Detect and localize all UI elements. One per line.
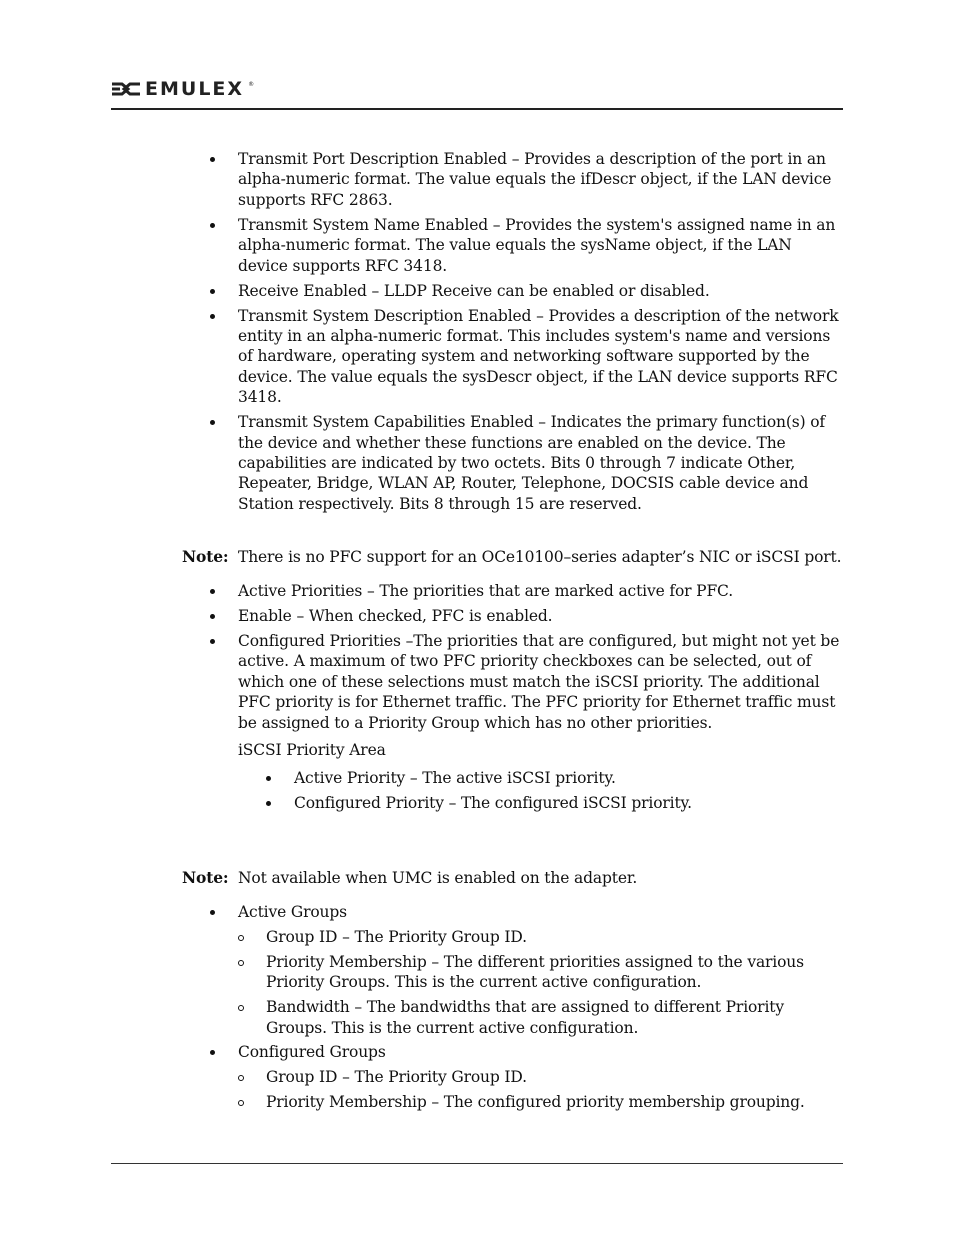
list-item: Priority Membership – The different priorities assigned to the various Priority Groups. This is the current active configuration.: [238, 952, 842, 993]
list-item: Priority Membership – The configured priority membership grouping.: [238, 1092, 842, 1112]
list-item: Active Priority – The active iSCSI priority.: [266, 768, 842, 788]
bullet-icon: [266, 801, 271, 806]
emulex-logo-icon: [111, 81, 141, 97]
trademark-symbol: ®: [248, 81, 255, 88]
bullet-icon: [210, 420, 215, 425]
circle-bullet-icon: [238, 935, 244, 941]
footer-rule: [111, 1163, 843, 1164]
bullet-icon: [210, 1050, 215, 1055]
header-rule: [111, 108, 843, 110]
circle-bullet-icon: [238, 1100, 244, 1106]
bullet-icon: [210, 639, 215, 644]
bullet-icon: [210, 223, 215, 228]
bullet-icon: [210, 157, 215, 162]
circle-bullet-icon: [238, 1005, 244, 1011]
list-item: Group ID – The Priority Group ID.: [238, 927, 842, 947]
bullet-icon: [210, 614, 215, 619]
note-pfc: [182, 547, 842, 567]
note-umc: [182, 868, 842, 888]
configured-groups-list: [210, 1042, 842, 1067]
list-item: Configured Priority – The configured iSCSI priority.: [266, 793, 842, 813]
list-item: Transmit System Name Enabled – Provides the system's assigned name in an alpha-numeric format. The value equals the sysName object, if the LAN device supports RFC 3418.: [210, 215, 842, 276]
circle-bullet-icon: [238, 960, 244, 966]
note-label: Note:: [182, 547, 229, 566]
bullet-icon: [210, 314, 215, 319]
iscsi-priority-list: [266, 768, 842, 818]
bullet-icon: [210, 289, 215, 294]
list-item: Transmit System Capabilities Enabled – Indicates the primary function(s) of the device and whether these functions are enabled on the device. The capabilities are indicated by two octets. Bits 0 through 7 indicate Other, Repeater, Bridge, WLAN AP, Router, Telephone, DOCSIS cable device and Station respectively. Bits 8 through 15 are reserved.: [210, 412, 842, 514]
list-item: Active Priorities – The priorities that are marked active for PFC.: [210, 581, 842, 601]
list-item: Receive Enabled – LLDP Receive can be enabled or disabled.: [210, 281, 842, 301]
bullet-icon: [210, 910, 215, 915]
note-text: There is no PFC support for an OCe10100–series adapter’s NIC or iSCSI port.: [238, 548, 842, 566]
configured-groups-sublist: [238, 1067, 842, 1117]
list-item: Configured Priorities –The priorities that are configured, but might not yet be active. A maximum of two PFC priority checkboxes can be selected, out of which one of these selections must match the iSCSI priority. The additional PFC priority is for Ethernet traffic. The PFC priority for Ethernet traffic must be assigned to a Priority Group which has no other priorities.: [210, 631, 842, 733]
bullet-icon: [266, 776, 271, 781]
list-item: Transmit System Description Enabled – Provides a description of the network entity in an alpha-numeric format. This includes system's name and versions of hardware, operating system and networking software supported by the device. The value equals the sysDescr object, if the LAN device supports RFC 3418.: [210, 306, 842, 408]
list-item: Enable – When checked, PFC is enabled.: [210, 606, 842, 626]
lldp-list: [210, 149, 842, 519]
page-header: [111, 78, 254, 104]
note-label: Note:: [182, 868, 229, 887]
pfc-list: [210, 581, 842, 738]
logo-wordmark: EMULEX: [145, 78, 245, 100]
active-groups-sublist: [238, 927, 842, 1043]
active-groups-list: [210, 902, 842, 927]
iscsi-priority-area-title: iSCSI Priority Area: [238, 741, 386, 759]
list-item: Configured Groups: [210, 1042, 842, 1062]
list-item: Group ID – The Priority Group ID.: [238, 1067, 842, 1087]
note-text: Not available when UMC is enabled on the adapter.: [238, 869, 638, 887]
emulex-logo: [111, 78, 254, 100]
circle-bullet-icon: [238, 1075, 244, 1081]
bullet-icon: [210, 589, 215, 594]
list-item: Transmit Port Description Enabled – Provides a description of the port in an alpha-numeric format. The value equals the ifDescr object, if the LAN device supports RFC 2863.: [210, 149, 842, 210]
list-item: Active Groups: [210, 902, 842, 922]
list-item: Bandwidth – The bandwidths that are assigned to different Priority Groups. This is the current active configuration.: [238, 997, 842, 1038]
